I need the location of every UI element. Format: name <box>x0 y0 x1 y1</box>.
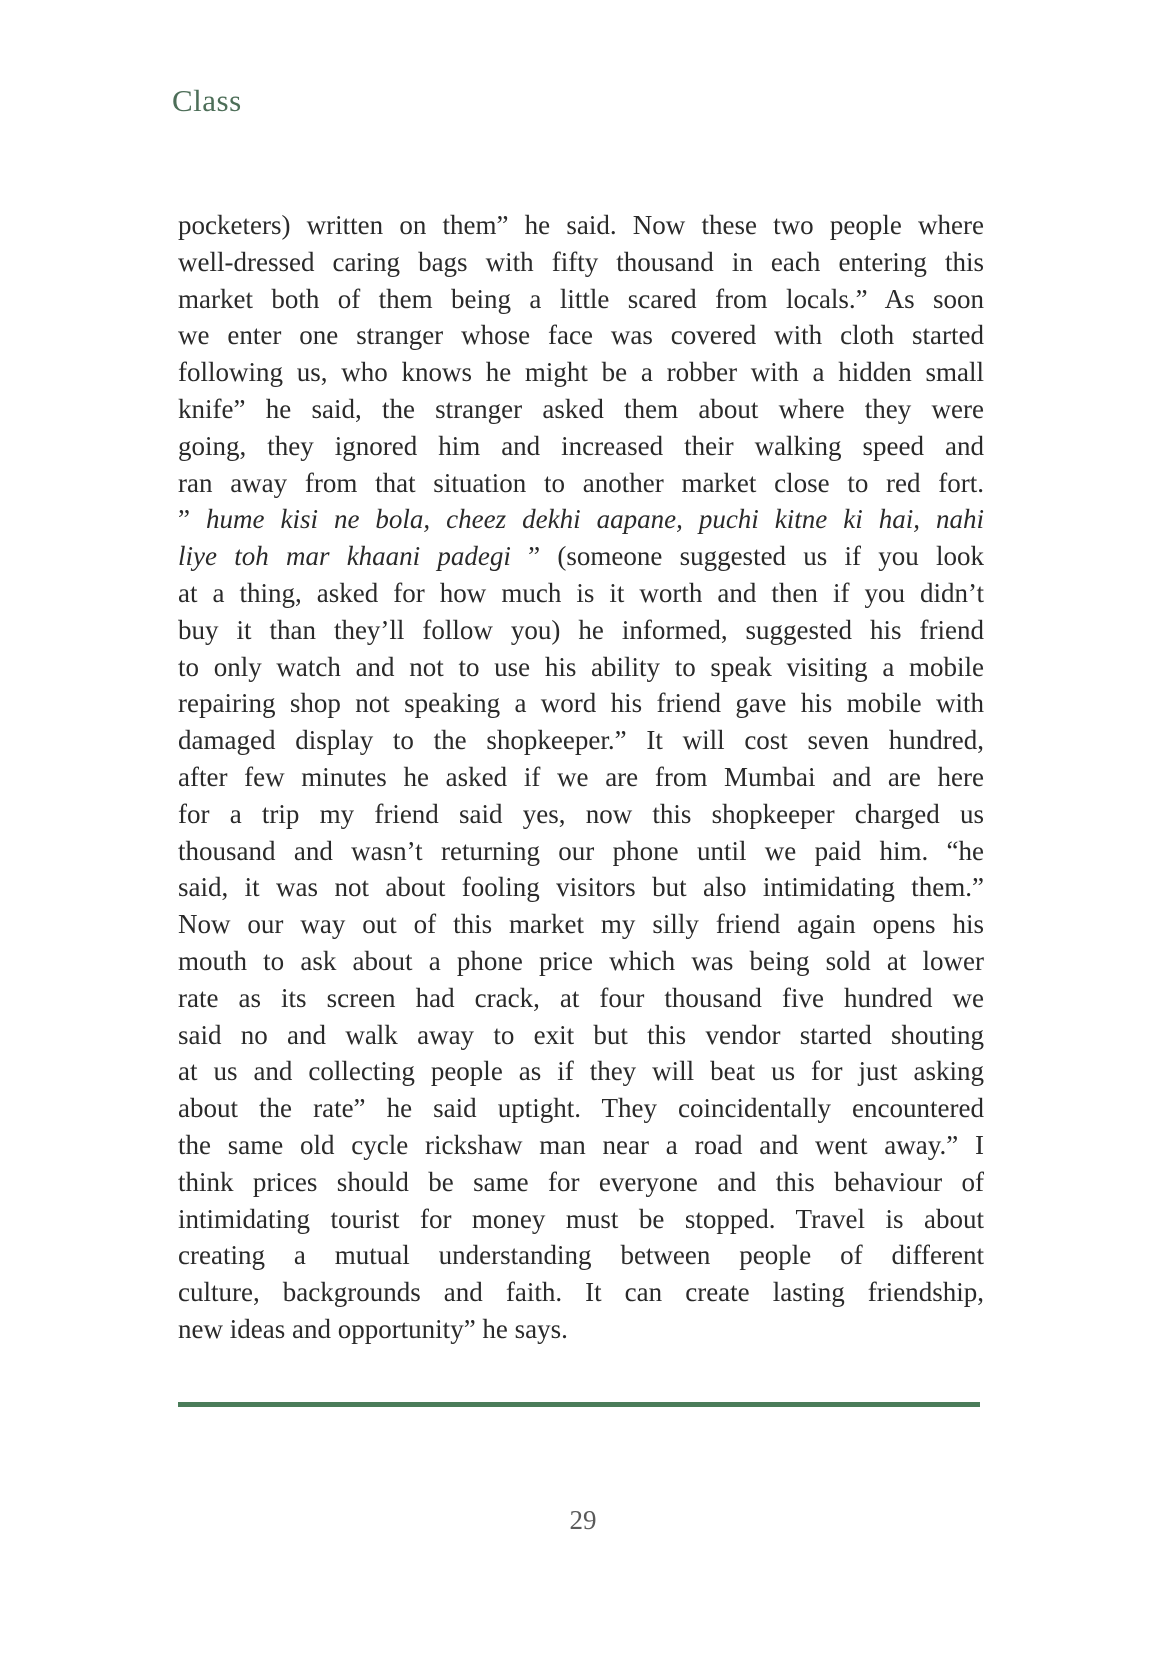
text-line <box>178 1237 984 1274</box>
text-segment: at us and collecting people as if they will beat us for just asking <box>178 1056 984 1087</box>
text-line <box>178 244 984 281</box>
text-segment: we enter one stranger whose face was covered with cloth started <box>178 320 984 351</box>
text-line <box>178 1090 984 1127</box>
text-line <box>178 575 984 612</box>
text-line <box>178 1311 984 1348</box>
text-line <box>178 1164 984 1201</box>
text-line <box>178 465 984 502</box>
text-segment: Now our way out of this market my silly friend again opens his <box>178 909 984 940</box>
italic-phrase: liye toh mar khaani padegi <box>178 541 529 572</box>
text-segment: after few minutes he asked if we are from Mumbai and are here <box>178 761 984 792</box>
text-segment: at a thing, asked for how much is it worth and then if you didn’t <box>178 577 984 608</box>
text-segment: ” (someone suggested us if you look <box>528 541 985 572</box>
text-segment: think prices should be same for everyone and this behaviour of <box>178 1166 984 1197</box>
text-segment: well-dressed caring bags with fifty thousand in each entering this <box>178 246 984 277</box>
text-segment: creating a mutual understanding between people of different <box>178 1240 984 1271</box>
text-segment: rate as its screen had crack, at four thousand five hundred we <box>178 982 984 1013</box>
text-line <box>178 428 984 465</box>
text-segment: knife” he said, the stranger asked them about where they were <box>178 393 984 424</box>
text-segment: ” <box>178 504 206 535</box>
text-segment: thousand and wasn’t returning our phone until we paid him. “he <box>178 835 984 866</box>
text-line <box>178 1127 984 1164</box>
text-segment: pocketers) written on them” he said. Now these two people where <box>178 210 984 240</box>
text-line <box>178 906 984 943</box>
text-line <box>178 722 984 759</box>
text-segment: for a trip my friend said yes, now this shopkeeper charged us <box>178 798 984 829</box>
text-line <box>178 1274 984 1311</box>
text-line <box>178 833 984 870</box>
text-line <box>178 1017 984 1054</box>
text-segment: market both of them being a little scared from locals.” As soon <box>178 283 984 314</box>
text-line <box>178 207 984 244</box>
text-segment: following us, who knows he might be a robber with a hidden small <box>178 357 984 388</box>
text-segment: the same old cycle rickshaw man near a road and went away.” I <box>178 1129 984 1160</box>
text-segment: damaged display to the shopkeeper.” It will cost seven hundred, <box>178 725 984 756</box>
text-line <box>178 317 984 354</box>
text-line <box>178 1053 984 1090</box>
page-number: 29 <box>569 1505 597 1535</box>
text-segment: about the rate” he said uptight. They coincidentally encountered <box>178 1093 984 1124</box>
italic-phrase: hume kisi ne bola, cheez dekhi aapane, puchi kitne ki hai, nahi <box>205 504 984 535</box>
text-line <box>178 612 984 649</box>
text-segment: new ideas and opportunity” he says. <box>178 1313 568 1344</box>
text-line <box>178 759 984 796</box>
text-line <box>178 354 984 391</box>
text-line <box>178 943 984 980</box>
running-header: Class <box>172 83 242 118</box>
text-line <box>178 281 984 318</box>
text-segment: repairing shop not speaking a word his friend gave his mobile with <box>178 688 984 719</box>
text-segment: culture, backgrounds and faith. It can create lasting friendship, <box>178 1277 984 1308</box>
text-line <box>178 980 984 1017</box>
text-line <box>178 1201 984 1238</box>
body-text <box>178 207 984 1348</box>
text-segment: going, they ignored him and increased their walking speed and <box>178 430 984 461</box>
text-line <box>178 538 984 575</box>
text-line <box>178 501 984 538</box>
section-divider-rule <box>178 1402 980 1407</box>
text-segment: ran away from that situation to another market close to red fort. <box>178 467 984 498</box>
text-line <box>178 685 984 722</box>
text-line <box>178 796 984 833</box>
text-segment: mouth to ask about a phone price which was being sold at lower <box>178 945 984 976</box>
text-segment: to only watch and not to use his ability to speak visiting a mobile <box>178 651 984 682</box>
text-segment: said no and walk away to exit but this vendor started shouting <box>178 1019 984 1050</box>
text-line <box>178 649 984 686</box>
text-segment: said, it was not about fooling visitors but also intimidating them.” <box>178 872 984 903</box>
text-line <box>178 391 984 428</box>
text-segment: buy it than they’ll follow you) he informed, suggested his friend <box>178 614 984 645</box>
text-line <box>178 869 984 906</box>
text-segment: intimidating tourist for money must be stopped. Travel is about <box>178 1203 984 1234</box>
